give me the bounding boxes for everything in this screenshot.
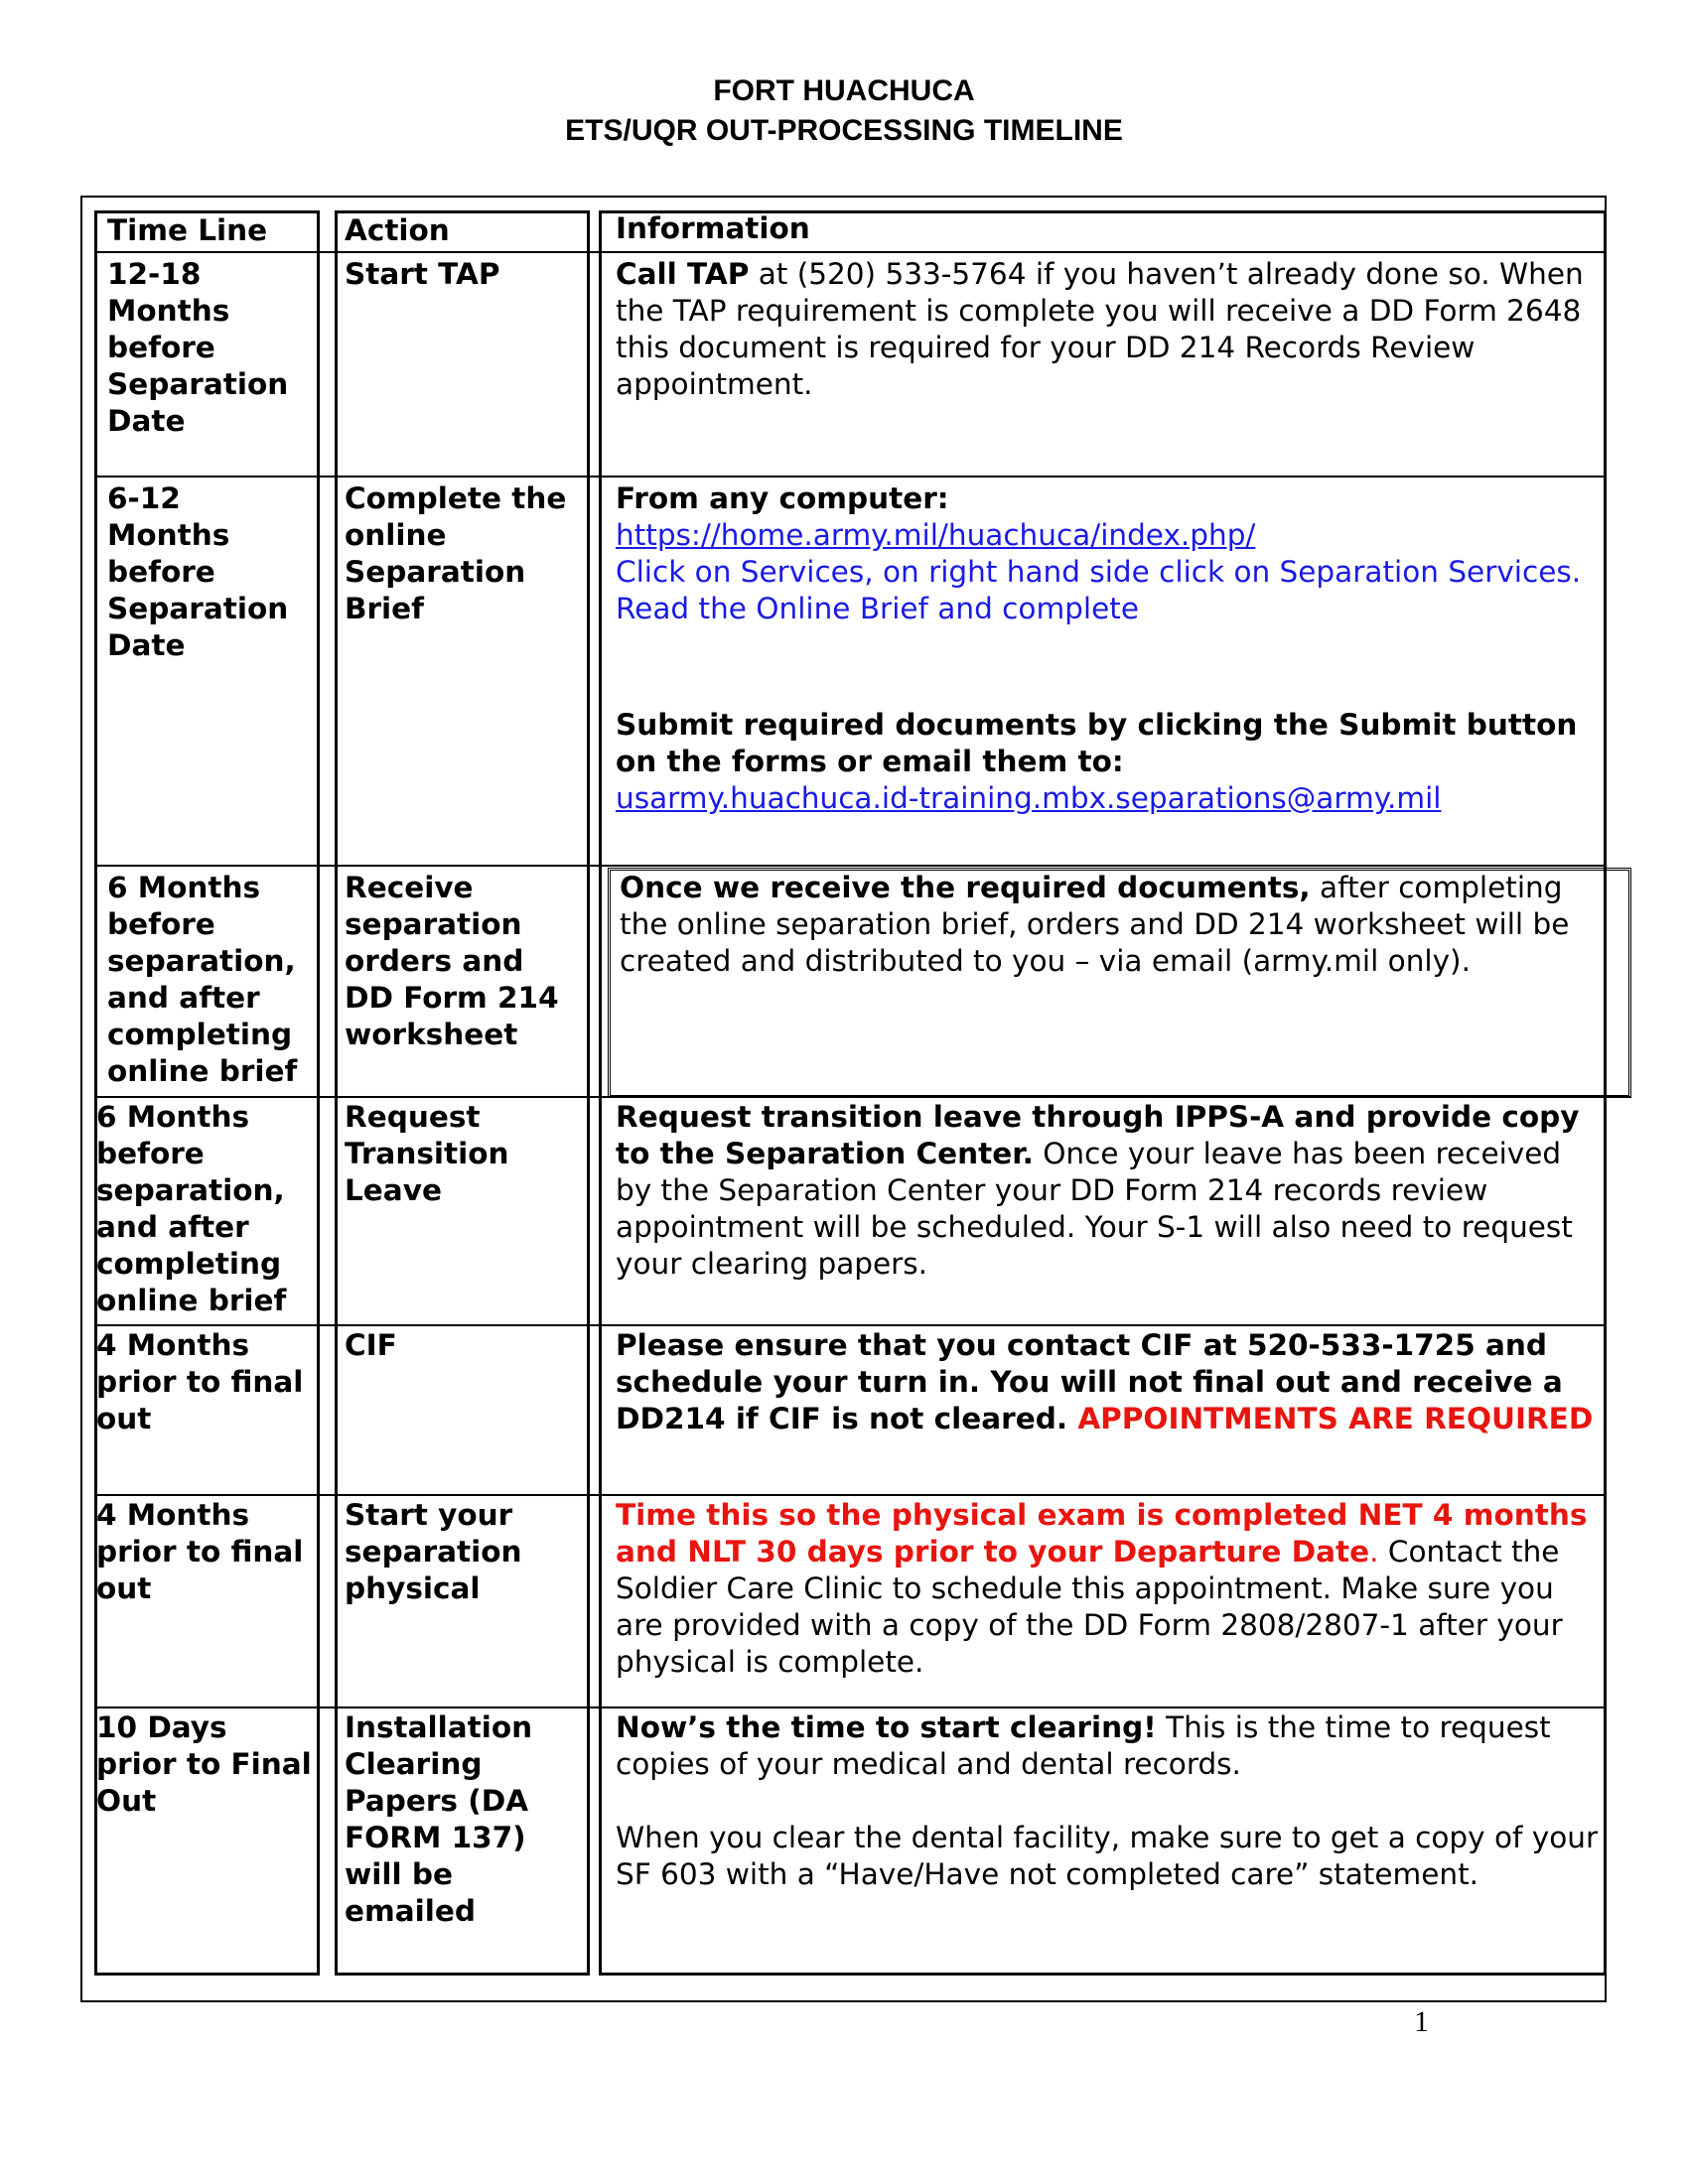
row5-timeline: 4 Months prior to final out	[96, 1328, 304, 1435]
row4-information	[616, 1099, 1599, 1283]
row2-information	[616, 480, 1599, 817]
row-divider	[94, 1324, 1607, 1326]
row1-info-lead: Call TAP	[616, 257, 750, 291]
row3-action: Receive separation orders and DD Form 214 worksheet	[345, 871, 559, 1051]
row7-information	[616, 1709, 1599, 1893]
row-divider	[94, 1706, 1607, 1708]
row2-info-lead: From any computer:	[616, 481, 949, 515]
row3-info-text: after completing the online separation brief, orders and DD 214 worksheet will be created and distributed to you – via email (army.mil only).	[620, 871, 1570, 978]
row6-info-period: .	[1369, 1535, 1379, 1569]
page-number: 1	[1414, 2005, 1429, 2038]
title-line-1: FORT HUACHUCA	[713, 74, 975, 107]
title-line-2: ETS/UQR OUT-PROCESSING TIMELINE	[565, 114, 1123, 147]
row6-info-text: Contact the Soldier Care Clinic to schedule this appointment. Make sure you are provided with a copy of the DD Form 2808/2807-1 after your physical is complete.	[616, 1535, 1563, 1679]
huachuca-website-link[interactable]: https://home.army.mil/huachuca/index.php/	[616, 518, 1256, 552]
row2-info-submit: Submit required documents by clicking the Submit button on the forms or email them to:	[616, 708, 1578, 778]
header-action: Action	[345, 213, 450, 247]
row1-information	[616, 256, 1599, 403]
row4-info-lead: Request transition leave through IPPS-A and provide copy to the Separation Center.	[616, 1100, 1580, 1170]
row3-timeline: 6 Months before separation, and after completing online brief	[107, 871, 298, 1088]
row1-timeline: 12-18 Months before Separation Date	[107, 257, 289, 438]
row-divider	[94, 476, 1607, 478]
row2-action: Complete the online Separation Brief	[345, 481, 567, 625]
row6-action: Start your separation physical	[345, 1498, 522, 1605]
row6-info-lead: Time this so the physical exam is completed NET 4 months and NLT 30 days prior to your Departure Date	[616, 1498, 1588, 1569]
row5-action: CIF	[345, 1328, 397, 1362]
row-divider	[94, 1494, 1607, 1496]
row7-info-dental: When you clear the dental facility, make sure to get a copy of your SF 603 with a “Have/Have not completed care” statement.	[616, 1821, 1599, 1891]
row-divider	[94, 865, 1607, 867]
row5-info-lead: Please ensure that you contact CIF at 520-533-1725 and schedule your turn in. You will not final out and receive a DD214 if CIF is not cleared.	[616, 1328, 1563, 1435]
row4-timeline: 6 Months before separation, and after completing online brief	[96, 1100, 287, 1317]
row7-action: Installation Clearing Papers (DA FORM 137) will be emailed	[345, 1710, 533, 1928]
row2-timeline: 6-12 Months before Separation Date	[107, 481, 289, 662]
header-timeline: Time Line	[107, 213, 268, 247]
row4-action: Request Transition Leave	[345, 1100, 509, 1207]
row7-info-lead: Now’s the time to start clearing!	[616, 1710, 1157, 1744]
row3-information	[620, 870, 1613, 980]
row3-info-lead: Once we receive the required documents,	[620, 871, 1311, 904]
page-title	[0, 71, 1688, 151]
row7-timeline: 10 Days prior to Final Out	[96, 1710, 312, 1818]
row1-action: Start TAP	[345, 257, 500, 291]
row-divider	[94, 251, 1607, 253]
row2-info-instructions: Click on Services, on right hand side click on Separation Services. Read the Online Brief and complete	[616, 555, 1582, 625]
row6-information	[616, 1497, 1599, 1681]
row5-info-appointments: APPOINTMENTS ARE REQUIRED	[1067, 1402, 1594, 1435]
row1-info-text: at (520) 533-5764 if you haven’t already done so. When the TAP requirement is complete you will receive a DD Form 2648 this document is required for your DD 214 Records Review appointment.	[616, 257, 1584, 401]
header-information: Information	[616, 211, 810, 245]
row4-info-text: Once your leave has been received by the Separation Center your DD Form 214 records review appointment will be scheduled. Your S-1 will also need to request your clearing papers.	[616, 1137, 1573, 1281]
row5-information	[616, 1327, 1599, 1437]
row7-info-text: This is the time to request copies of your medical and dental records.	[616, 1710, 1551, 1781]
separations-email-link[interactable]: usarmy.huachuca.id-training.mbx.separations@army.mil	[616, 781, 1442, 815]
row6-timeline: 4 Months prior to final out	[96, 1498, 304, 1605]
